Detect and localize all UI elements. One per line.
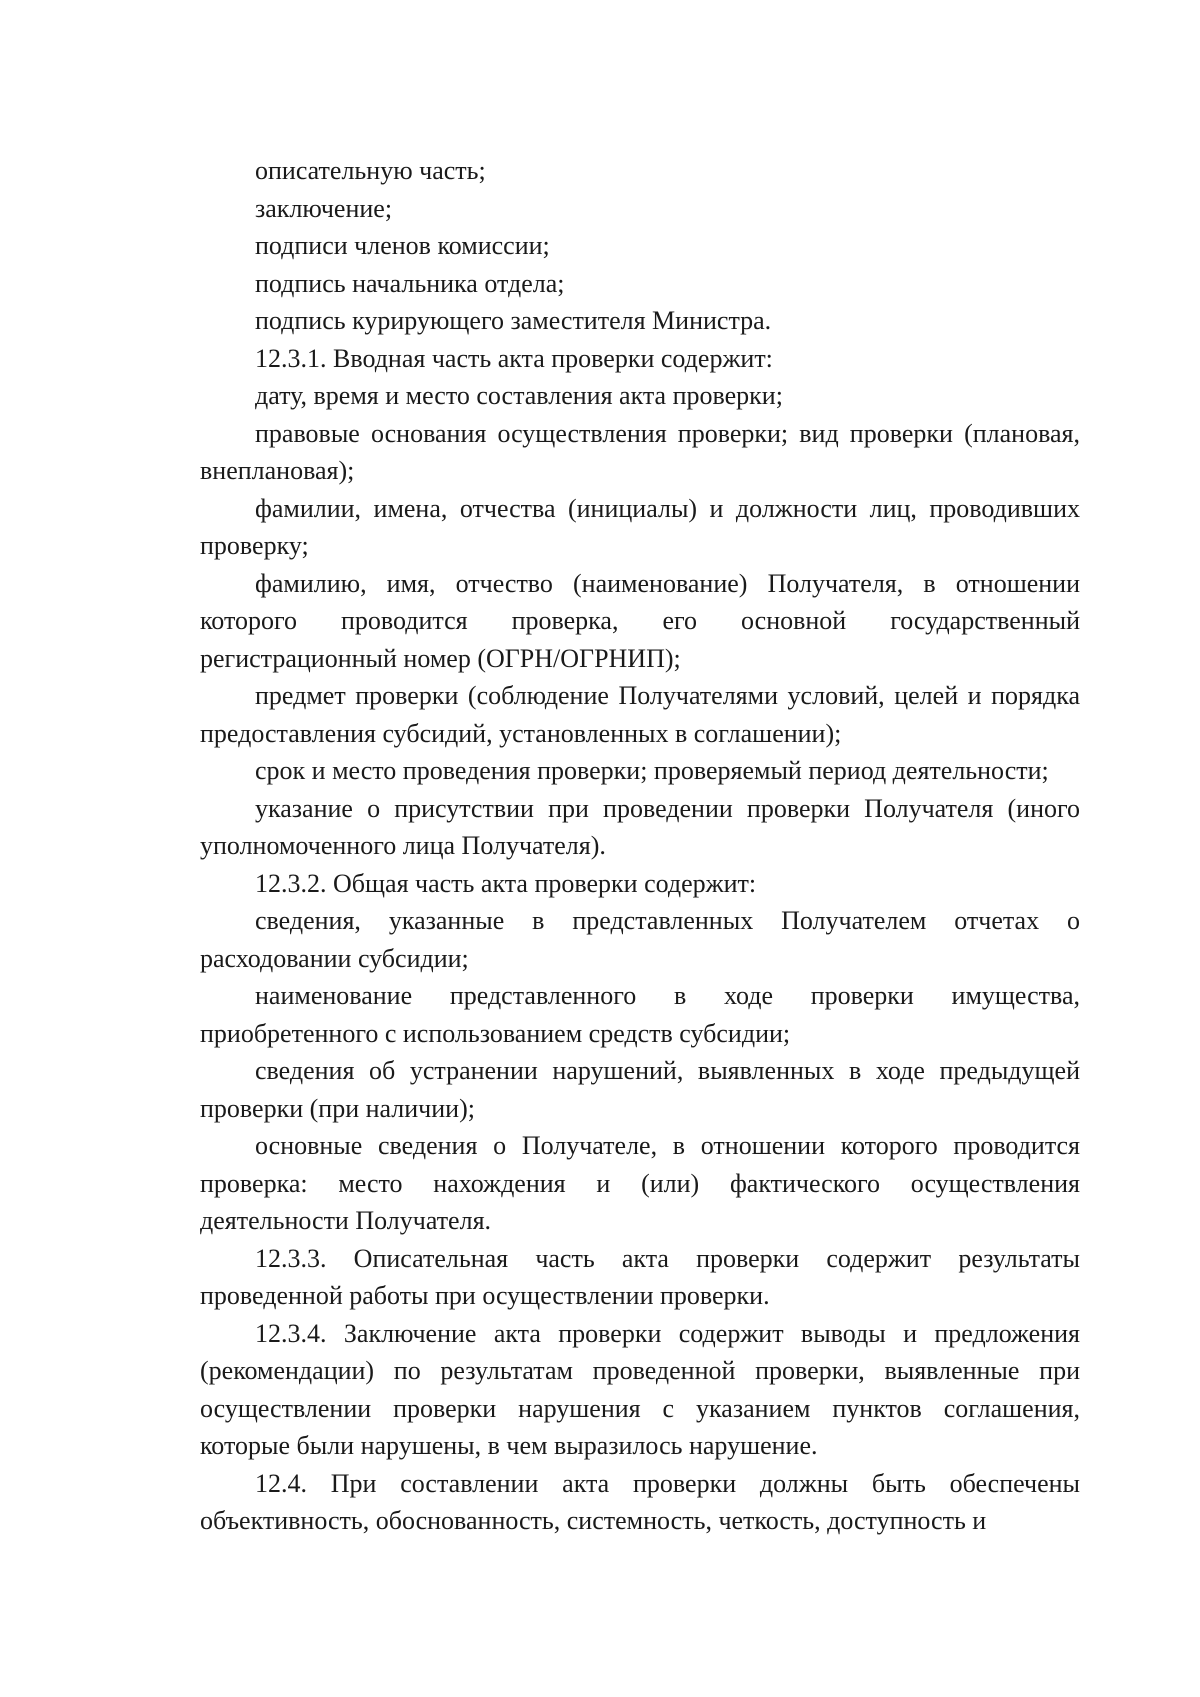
paragraph-deputy-signature: подпись курирующего заместителя Министра. [255, 306, 772, 335]
paragraph-12-3-1: 12.3.1. Вводная часть акта проверки содержит: [255, 343, 773, 373]
paragraph-head-signature: подпись начальника отдела; [255, 268, 565, 298]
paragraph-reports-info: сведения, указанные в представленных Получателем отчетах о расходовании субсидии; [200, 906, 1080, 973]
paragraph-presence: указание о присутствии при проведении проверки Получателя (иного уполномоченного лица Получателя). [200, 793, 1080, 860]
paragraph-12-3-3: 12.3.3. Описательная часть акта проверки содержит результаты проведенной работы при осуществлении проверки. [200, 1243, 1080, 1310]
paragraph-date-place: дату, время и место составления акта проверки; [255, 381, 783, 410]
paragraph-recipient-name: фамилию, имя, отчество (наименование) Получателя, в отношении которого проводится проверка, его основной государственный регистрационный номер (ОГРН/ОГРНИП); [200, 568, 1080, 673]
paragraph-recipient-info: основные сведения о Получателе, в отношении которого проводится проверка: место нахождения и (или) фактического осуществления деятельности Получателя. [200, 1131, 1080, 1235]
document-page [200, 152, 1080, 1540]
paragraph-inspectors: фамилии, имена, отчества (инициалы) и должности лиц, проводивших проверку; [200, 493, 1080, 560]
paragraph-property: наименование представленного в ходе проверки имущества, приобретенного с использованием средств субсидии; [200, 981, 1080, 1048]
paragraph-violations-fixed: сведения об устранении нарушений, выявленных в ходе предыдущей проверки (при наличии); [200, 1056, 1080, 1123]
paragraph-subject: предмет проверки (соблюдение Получателями условий, целей и порядка предоставления субсидий, установленных в соглашении); [200, 681, 1080, 748]
paragraph-12-4: 12.4. При составлении акта проверки должны быть обеспечены объективность, обоснованность, системность, четкость, доступность и [200, 1468, 1080, 1535]
paragraph-conclusion: заключение; [255, 193, 393, 223]
paragraph-commission-signatures: подписи членов комиссии; [255, 231, 550, 260]
paragraph-term-place: срок и место проведения проверки; проверяемый период деятельности; [255, 756, 1049, 785]
paragraph-legal-grounds: правовые основания осуществления проверки; вид проверки (плановая, внеплановая); [200, 418, 1080, 485]
paragraph-12-3-4: 12.3.4. Заключение акта проверки содержит выводы и предложения (рекомендации) по результатам проведенной проверки, выявленные при осуществлении проверки нарушения с указанием пунктов соглашения, которые были нарушены, в чем выразилось нарушение. [200, 1318, 1080, 1460]
paragraph-12-3-2: 12.3.2. Общая часть акта проверки содержит: [255, 868, 757, 898]
paragraph-descriptive-part: описательную часть; [255, 156, 486, 185]
